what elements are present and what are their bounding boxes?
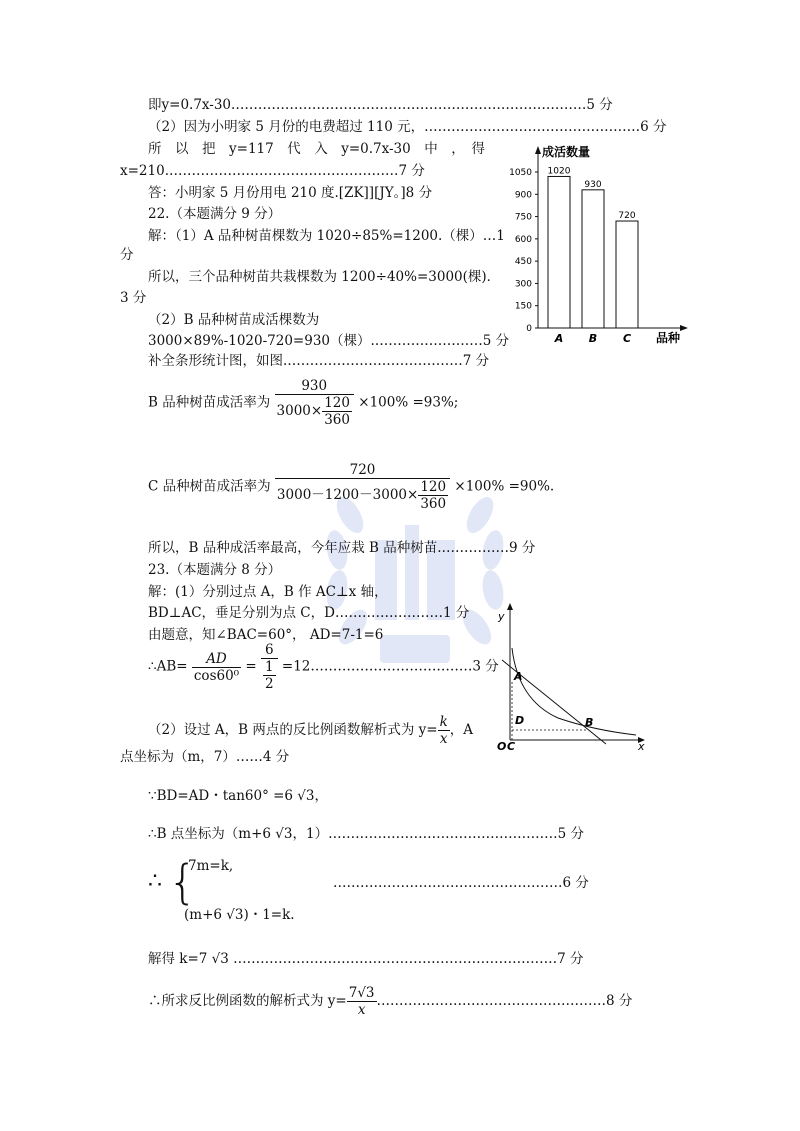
formula-kx-prefix: （2）设过 A，B 两点的反比例函数解析式为 y= [148, 722, 438, 738]
line-11: （2）B 品种树苗成活棵数为 [148, 312, 320, 328]
line-4: x=210.……………………………………………7 分 [120, 163, 425, 179]
y-tick-label: 300 [514, 279, 532, 290]
formula-ab-suffix: =12………………………………3 分 [281, 658, 499, 675]
origin-label: O [497, 740, 507, 752]
y-tick-label: 600 [514, 234, 532, 245]
formula-final-num: 7√3 [348, 985, 375, 1001]
line-17: 23.（本题满分 8 分） [148, 562, 282, 578]
formula-kx [148, 714, 473, 747]
formula-c-inner-fraction [418, 479, 448, 512]
formula-ab-num-1: AD [192, 651, 241, 668]
formula-c-numerator: 720 [275, 462, 450, 479]
line-20: 由题意，知∠BAC=60°， AD=7-1=6 [148, 627, 384, 643]
line-19: BD⊥AC，垂足分别为点 C，D……………………1 分 [148, 605, 470, 621]
formula-ab-den-1: cos60⁰ [193, 667, 240, 684]
formula-final-den: x [357, 1002, 366, 1018]
formula-c-rate [148, 462, 554, 512]
y-tick-label: 750 [514, 212, 532, 223]
line-18: 解：(1）分别过点 A，B 作 AC⊥x 轴， [148, 584, 388, 600]
formula-b-fraction [275, 378, 354, 428]
line-23: 点坐标为（m，7）……4 分 [120, 749, 290, 765]
line-27: 解得 k=7 √3 ………………………………………………………………7 分 [148, 951, 584, 967]
formula-b-denominator [275, 395, 354, 428]
formula-c-denominator [275, 479, 450, 512]
line-24: ∵BD=AD・tan60° =6 √3， [148, 788, 328, 804]
line-2: （2）因为小明家 5 月份的电费超过 110 元，…………………………………………6 分 [148, 119, 667, 135]
point-c-label: C [507, 740, 516, 752]
formula-final-fraction [347, 985, 377, 1018]
x-axis-arrow [680, 325, 688, 331]
y-axis-arrow [507, 603, 513, 610]
formula-b-numerator: 930 [275, 378, 354, 395]
formula-c-prefix: C 品种树苗成活率为 [148, 478, 271, 495]
formula-ab-den-2 [261, 659, 278, 692]
chart-title: 成活数量 [542, 145, 591, 159]
formula-c-fraction [275, 462, 450, 512]
bar-value-label: 720 [618, 211, 636, 222]
y-tick-label: 1050 [509, 168, 532, 178]
line-10: 3 分 [120, 290, 147, 306]
line-6: 22.（本题满分 9 分） [148, 206, 282, 222]
category-label: C [622, 332, 632, 345]
formula-kx-fraction [438, 714, 450, 747]
formula-ab-fraction-2 [261, 642, 278, 692]
formula-ab-equals: = [245, 658, 257, 675]
line-3: 所 以 把 y=117 代 入 y=0.7x-30 中 ， 得 [148, 141, 485, 157]
formula-c-inner-den: 360 [420, 496, 447, 512]
equation-2: (m+6 √3)・1=k. [184, 907, 295, 923]
y-tick-label: 900 [514, 190, 532, 201]
line-5: 答：小明家 5 月份用电 210 度.[ZK]][JY。]8 分 [148, 185, 433, 201]
point-d-label: D [515, 714, 525, 727]
formula-b-den-part: 3000× [276, 403, 323, 419]
line-8: 分 [120, 247, 134, 263]
formula-ab-inner-fraction [263, 659, 276, 692]
bar-value-label: 930 [584, 179, 602, 190]
therefore-symbol: ∴ [148, 869, 162, 894]
formula-ab-inner-den: 2 [265, 676, 274, 692]
line-9: 所以，三个品种树苗共栽棵数为 1200÷40%=3000(棵)． [148, 269, 501, 285]
y-axis-label: y [498, 610, 505, 623]
line-13: 补全条形统计图，如图.…………………………………7 分 [148, 353, 490, 369]
bar-A [548, 176, 570, 328]
formula-final-prefix: ∴所求反比例函数的解析式为 y= [148, 993, 347, 1009]
bar-chart [500, 138, 700, 350]
formula-kx-suffix: ，A [449, 722, 474, 738]
equation-1: 7m=k, [188, 858, 234, 874]
formula-c-suffix: ×100% =90%. [454, 478, 555, 495]
formula-ab-prefix: ∴AB= [148, 658, 188, 675]
formula-kx-num: k [439, 714, 448, 730]
formula-b-rate [148, 378, 458, 428]
formula-ab-num-2: 6 [261, 642, 278, 659]
point-a-label: A [514, 670, 523, 683]
formula-final [148, 985, 632, 1018]
formula-b-inner-fraction [322, 395, 352, 428]
formula-ab-inner-num: 1 [265, 659, 274, 675]
formula-ab [148, 642, 499, 692]
line-25: ∴B 点坐标为（m+6 √3，1）……………………………………………5 分 [148, 826, 584, 842]
formula-b-suffix: ×100% =93%; [358, 394, 459, 411]
category-label: B [588, 332, 598, 345]
line-1: 即y=0.7x-30.……………………………………………………………………5 分 [148, 97, 613, 113]
formula-b-inner-den: 360 [324, 412, 350, 428]
x-axis-label: 品种 [656, 331, 681, 345]
y-axis-arrow [535, 146, 541, 154]
y-tick-label: 0 [526, 324, 532, 334]
equation-dots: ……………………………………………6 分 [333, 875, 589, 891]
line-16: 所以，B 品种成活率最高，今年应栽 B 品种树苗.……………9 分 [148, 540, 536, 556]
bar-value-label: 1020 [547, 166, 571, 177]
formula-ab-fraction-1 [192, 651, 241, 684]
formula-b-prefix: B 品种树苗成活率为 [148, 394, 271, 411]
x-axis-label: x [638, 740, 645, 752]
formula-kx-den: x [439, 731, 448, 747]
line-7: 解：（1）A 品种树苗棵数为 1020÷85%=1200.（棵）…1 [148, 228, 505, 244]
line-12: 3000×89%-1020-720=930（棵）.……………………5 分 [148, 333, 510, 349]
category-label: A [554, 332, 564, 345]
formula-b-inner-num: 120 [324, 395, 350, 411]
bar-C [616, 221, 638, 328]
point-b-label: B [585, 716, 594, 729]
formula-final-suffix: ……………………………………………8 分 [376, 993, 633, 1009]
y-tick-label: 450 [514, 257, 532, 268]
brace-symbol: { [168, 855, 198, 909]
y-tick-label: 150 [514, 301, 532, 312]
formula-c-den-part: 3000－1200－3000× [276, 487, 419, 503]
bar-B [582, 190, 604, 328]
formula-c-inner-num: 120 [420, 479, 447, 495]
hyperbola-graph [488, 600, 648, 752]
hyperbola-curve [512, 648, 636, 735]
